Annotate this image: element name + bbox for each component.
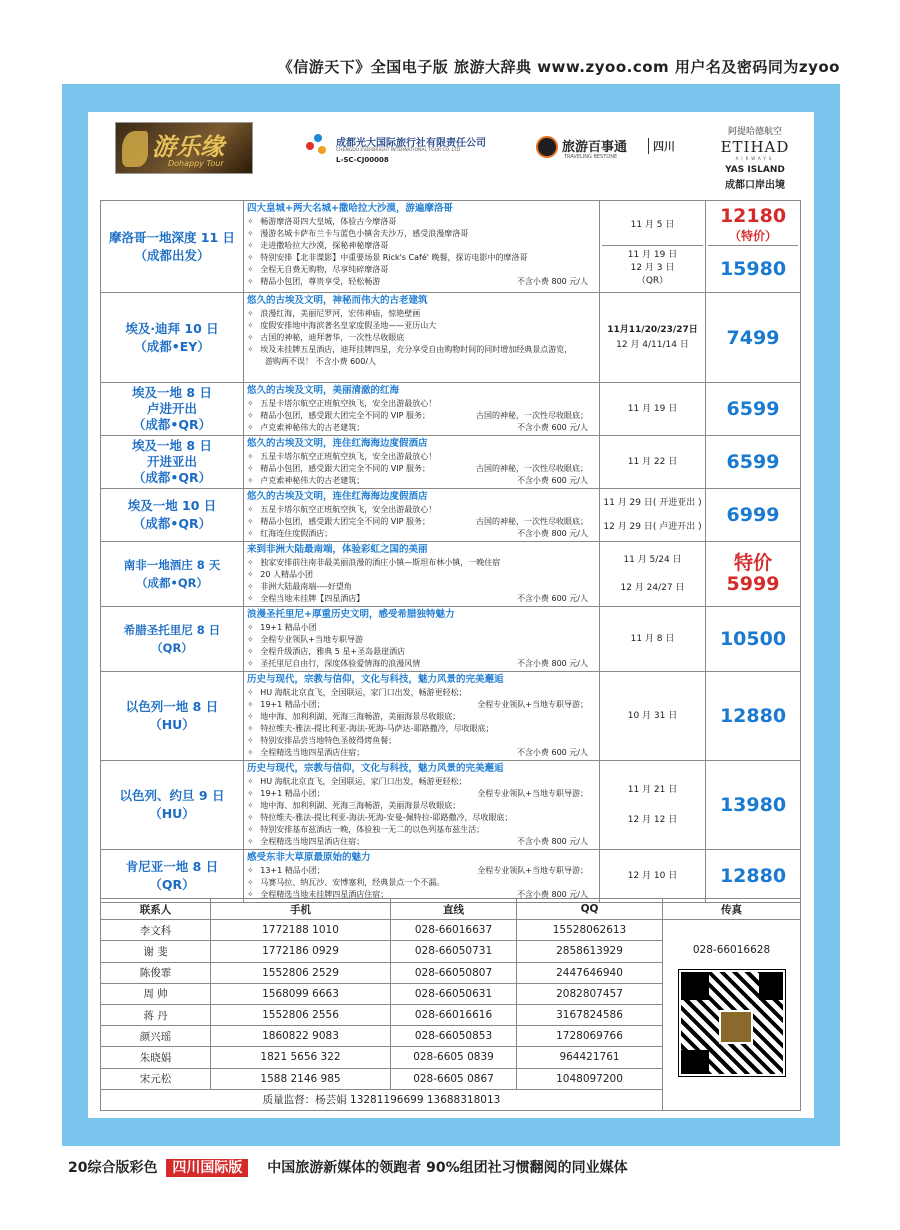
tour-price: 12880 bbox=[706, 850, 801, 903]
bestone-icon bbox=[536, 136, 558, 158]
contact-row: 蒋 丹 1552806 2556 028-66016616 3167824586 bbox=[101, 1004, 801, 1025]
tour-date: 11 月 21 日 bbox=[627, 785, 678, 795]
tour-bullet: ✧ 20 人精品小团 bbox=[247, 569, 596, 581]
tour-title: 来到非洲大陆最南端，体验彩虹之国的美丽 bbox=[247, 544, 428, 555]
tour-name: 埃及一地 10 日 bbox=[127, 498, 217, 513]
tour-bullet: 游购两不误！ 不含小费 600/人 bbox=[265, 357, 377, 366]
tour-origin: （HU） bbox=[149, 717, 195, 732]
tour-bullet: ✧ HU 海航北京直飞，全国联运，家门口出发，畅游更轻松； bbox=[247, 776, 596, 788]
tour-price: 15980 bbox=[719, 258, 787, 280]
tour-price: 6999 bbox=[706, 489, 801, 542]
tour-bullet: ✧ 度假安排地中海滨著名皇家度假圣地——亚历山大 bbox=[247, 320, 596, 332]
tour-price: 6599 bbox=[706, 383, 801, 436]
col-header: QQ bbox=[517, 899, 663, 920]
tour-date: 11 月 5/24 日 bbox=[623, 555, 682, 565]
tour-bullet: ✧ 独家安排前往南非最美丽浪漫的酒庄小镇—斯坦布林小镇，一晚住宿 bbox=[247, 557, 596, 569]
tour-bullet: ✧ 全程精选当地未挂牌四星酒店住宿； 不含小费 800 元/人 bbox=[247, 889, 596, 901]
contact-row: 周 帅 1568099 6663 028-66050631 2082807457 bbox=[101, 983, 801, 1004]
contact-row: 朱晓娟 1821 5656 322 028-6605 0839 964421761 bbox=[101, 1047, 801, 1068]
tour-price: 12880 bbox=[706, 672, 801, 761]
tour-title: 悠久的古埃及文明，神秘而伟大的古老建筑 bbox=[247, 295, 428, 306]
tour-origin: （HU） bbox=[149, 806, 195, 821]
tour-title: 悠久的古埃及文明，连住红海海边度假酒店 bbox=[247, 438, 428, 449]
tour-bullet: ✧ 全程无自费无购物，尽享纯碎摩洛哥 bbox=[247, 264, 596, 276]
tour-price: 6599 bbox=[706, 436, 801, 489]
everbright-icon bbox=[306, 134, 332, 158]
tour-bullet: ✧ 地中海、加利利湖、死海三海畅游，美丽海景尽收眼底； bbox=[247, 800, 596, 812]
tour-price: 7499 bbox=[706, 293, 801, 383]
tour-title: 浪漫圣托里尼+厚重历史文明，感受希腊独特魅力 bbox=[247, 609, 455, 620]
tour-name: 摩洛哥一地深度 11 日 bbox=[108, 229, 236, 245]
tour-bullet: ✧ 马赛马拉、纳瓦沙、安博塞利，经典景点一个不漏。 bbox=[247, 877, 596, 889]
contact-table bbox=[100, 898, 801, 1111]
tour-bullet: ✧ 精品小包团，尊贵享受，轻松畅游 不含小费 800 元/人 bbox=[247, 276, 596, 288]
youleyuan-logo: 游乐缘 Dohappy Tour bbox=[115, 122, 253, 174]
tour-date: 10 月 31 日 bbox=[627, 710, 678, 721]
tour-name: 以色列、约旦 9 日 bbox=[119, 788, 225, 803]
tour-origin: （成都•QR） bbox=[132, 516, 212, 531]
tour-price-note: 特价 bbox=[733, 552, 772, 574]
tour-row bbox=[101, 383, 801, 436]
tour-bullet: ✧ 全程升级酒店，雅典 5 星+圣岛悬崖酒店 bbox=[247, 646, 596, 658]
tour-bullet: ✧ 特别安排基布兹酒店一晚，体验独一无二的以色列基布兹生活； bbox=[247, 824, 596, 836]
tour-row bbox=[101, 201, 801, 293]
qr-code-icon bbox=[679, 970, 785, 1076]
col-header: 手机 bbox=[211, 899, 391, 920]
tour-name: 南非一地酒庄 8 天 bbox=[123, 558, 221, 572]
tour-date: 11 月 5 日 bbox=[630, 220, 675, 230]
tour-date: 11 月 8 日 bbox=[630, 633, 675, 644]
tour-bullet: ✧ 全程精选当地四星酒店住宿； 不含小费 600 元/人 bbox=[247, 747, 596, 759]
tour-row bbox=[101, 542, 801, 607]
tour-name: 埃及一地 8 日 bbox=[132, 385, 212, 400]
tour-bullet: ✧ 精品小包团，感受跟大团完全不同的 VIP 服务； 古国的神秘，一次性尽收眼底； bbox=[247, 410, 596, 422]
horse-icon bbox=[122, 131, 148, 167]
tour-bullet: ✧ 五星卡塔尔航空正班航空执飞，安全出游最放心！ bbox=[247, 504, 596, 516]
tour-bullet: ✧ 特别安排【北非谍影】中重要场景 Rick's Café' 晚餐，探访电影中的摩洛哥 bbox=[247, 252, 596, 264]
tour-route: 开进亚出 bbox=[146, 454, 197, 469]
tour-name: 希腊圣托里尼 8 日 bbox=[123, 623, 221, 637]
col-header: 联系人 bbox=[101, 899, 211, 920]
tour-bullet: ✧ 精品小包团，感受跟大团完全不同的 VIP 服务； 古国的神秘，一次性尽收眼底； bbox=[247, 516, 596, 528]
tour-bullet: ✧ 圣托里尼自由行，深度体验爱情海的浪漫风情 不含小费 800 元/人 bbox=[247, 658, 596, 670]
tour-bullet: ✧ 五星卡塔尔航空正班航空执飞，安全出游最放心！ bbox=[247, 398, 596, 410]
tour-row bbox=[101, 489, 801, 542]
tour-bullet: ✧ 全程精选当地四星酒店住宿； 不含小费 800 元/人 bbox=[247, 836, 596, 848]
tour-price-note: （特价） bbox=[728, 229, 777, 243]
tour-name: 以色列一地 8 日 bbox=[125, 699, 219, 714]
tour-bullet: ✧ 19+1 精品小团； 全程专业领队+当地专职导游； bbox=[247, 788, 596, 800]
tour-bullet: ✧ HU 海航北京直飞，全国联运，家门口出发，畅游更轻松； bbox=[247, 687, 596, 699]
tour-date: 12 月 12 日 bbox=[627, 815, 678, 825]
tour-bullet: ✧ 卢克索神秘伟大的古老建筑； 不含小费 600 元/人 bbox=[247, 422, 596, 434]
tour-bullet: ✧ 浪漫红海，美丽尼罗河，宏伟神庙，惊艳壁画 bbox=[247, 308, 596, 320]
contact-row: 颜兴瑶 1860822 9083 028-66050853 1728069766 bbox=[101, 1026, 801, 1047]
tour-title: 感受东非大草原最原始的魅力 bbox=[247, 852, 371, 863]
tour-row bbox=[101, 293, 801, 383]
col-header: 直线 bbox=[391, 899, 517, 920]
logo-bar bbox=[88, 112, 814, 200]
tour-bullet: ✧ 特拉维夫-雅法-提比利亚-海法-死海-马萨达-耶路撒冷，尽收眼底； bbox=[247, 723, 596, 735]
fax-cell bbox=[663, 920, 801, 1111]
tour-price: 13980 bbox=[706, 761, 801, 850]
tour-row bbox=[101, 672, 801, 761]
tour-date: 12 月 10 日 bbox=[627, 870, 678, 881]
tour-bullet: ✧ 漫游名城卡萨布兰卡与蓝色小镇舍夫沙万，感受浪漫摩洛哥 bbox=[247, 228, 596, 240]
tour-title: 悠久的古埃及文明，连住红海海边度假酒店 bbox=[247, 491, 428, 502]
footer-slogan: 中国旅游新媒体的领跑者 90%组团社习惯翻阅的同业媒体 bbox=[267, 1160, 628, 1176]
tour-table bbox=[100, 200, 801, 903]
tour-bullet: ✧ 卢克索神秘伟大的古老建筑； 不含小费 600 元/人 bbox=[247, 475, 596, 487]
tour-bullet: ✧ 全程专业领队+当地专职导游 bbox=[247, 634, 596, 646]
tour-title: 历史与现代，宗教与信仰，文化与科技，魅力风景的完美邂逅 bbox=[247, 674, 504, 685]
tour-bullet: ✧ 红海连住度假酒店； 不含小费 800 元/人 bbox=[247, 528, 596, 540]
tour-date: 11 月 19 日 bbox=[627, 403, 678, 414]
tour-date: 12 月 4/11/14 日 bbox=[616, 339, 689, 350]
tour-price: 10500 bbox=[706, 607, 801, 672]
contact-row: 李文科 1772188 1010 028-66016637 15528062613 028-66016628 bbox=[101, 920, 801, 941]
tour-date: （QR） bbox=[636, 276, 669, 286]
bestone-logo: 旅游百事通 TRAVELING BESTONE 四川 bbox=[536, 136, 676, 166]
etihad-logo: 阿提哈德航空 ETIHAD AIRWAYS YAS ISLAND 成都口岸出境 bbox=[720, 127, 790, 191]
page-header: 《信游天下》全国电子版 旅游大辞典 www.zyoo.com 用户名及密码同为zyoo bbox=[277, 58, 840, 76]
everbright-logo: 成都光大国际旅行社有限责任公司 CHENGDU EVERBRIGHT INTERNATIONAL TOUR CO.,LTD L-SC-CJ00008 bbox=[306, 132, 496, 168]
tour-price: 12180 bbox=[719, 205, 787, 227]
tour-name: 埃及·迪拜 10 日 bbox=[125, 320, 219, 336]
tour-date: 12 月 24/27 日 bbox=[620, 583, 685, 593]
tour-origin: （成都•QR） bbox=[132, 417, 212, 432]
tour-row bbox=[101, 850, 801, 903]
tour-bullet: ✧ 五星卡塔尔航空正班航空执飞，安全出游最放心！ bbox=[247, 451, 596, 463]
col-header: 传真 bbox=[663, 899, 801, 920]
tour-bullet: ✧ 19+1 精品小团 bbox=[247, 622, 596, 634]
tour-route: 卢进开出 bbox=[146, 401, 197, 416]
contact-row: 陈俊霏 1552806 2529 028-66050807 2447646940 bbox=[101, 962, 801, 983]
tour-bullet: ✧ 走进撒哈拉大沙漠，探秘神秘摩洛哥 bbox=[247, 240, 596, 252]
tour-origin: （QR） bbox=[149, 877, 195, 892]
contact-header-row bbox=[101, 899, 801, 920]
tour-name: 埃及一地 8 日 bbox=[132, 438, 212, 453]
tour-date: 11月11/20/23/27日 bbox=[607, 324, 698, 335]
tour-bullet: ✧ 古国的神秘，迪拜奢华，一次性尽收眼底 bbox=[247, 332, 596, 344]
tour-name: 肯尼亚一地 8 日 bbox=[125, 859, 219, 874]
tour-bullet: ✧ 特别安排品尝当地特色圣彼得烤鱼餐； bbox=[247, 735, 596, 747]
tour-bullet: ✧ 精品小包团，感受跟大团完全不同的 VIP 服务； 古国的神秘，一次性尽收眼底； bbox=[247, 463, 596, 475]
quality-supervisor: 质量监督：杨芸娟 13281196699 13688318013 bbox=[101, 1089, 663, 1110]
tour-price: 5999 bbox=[726, 573, 780, 595]
tour-bullet: ✧ 非洲大陆最南端----好望角 bbox=[247, 581, 596, 593]
tour-row bbox=[101, 607, 801, 672]
contact-row: 谢 斐 1772186 0929 028-66050731 2858613929 bbox=[101, 941, 801, 962]
page-number: 20综合版彩色 bbox=[68, 1160, 158, 1176]
tour-origin: （成都出发） bbox=[134, 247, 210, 263]
tour-origin: （成都•QR） bbox=[132, 470, 212, 485]
tour-date: 12 月 3 日 bbox=[630, 263, 675, 273]
tour-bullet: ✧ 地中海、加利利湖、死海三海畅游，美丽海景尽收眼底； bbox=[247, 711, 596, 723]
tour-origin: （成都•EY） bbox=[134, 338, 210, 354]
tour-row bbox=[101, 436, 801, 489]
tour-bullet: ✧ 埃及未挂牌五星酒店，迪拜挂牌四星，充分享受自由购物时间的同时增加经典景点游览， bbox=[247, 344, 596, 356]
tour-date: 12 月 29 日( 卢进开出 ) bbox=[603, 522, 702, 532]
tour-origin: （成都•QR） bbox=[136, 576, 208, 590]
tour-date: 11 月 29 日( 开进亚出 ) bbox=[603, 498, 702, 508]
fax-number: 028-66016628 bbox=[692, 944, 771, 957]
tour-title: 四大皇城+两大名城+撒哈拉大沙漠，游遍摩洛哥 bbox=[247, 203, 453, 214]
tour-date: 11 月 19 日 bbox=[627, 250, 678, 260]
contact-row: 宋元松 1588 2146 985 028-6605 0867 1048097200 bbox=[101, 1068, 801, 1089]
tour-bullet: ✧ 畅游摩洛哥四大皇城，体验古今摩洛哥 bbox=[247, 216, 596, 228]
tour-date: 11 月 22 日 bbox=[627, 456, 678, 467]
tour-title: 历史与现代，宗教与信仰，文化与科技，魅力风景的完美邂逅 bbox=[247, 763, 504, 774]
tour-origin: （QR） bbox=[151, 641, 193, 655]
tour-title: 悠久的古埃及文明，美丽清澈的红海 bbox=[247, 385, 400, 396]
tour-bullet: ✧ 13+1 精品小团； 全程专业领队+当地专职导游； bbox=[247, 865, 596, 877]
tour-bullet: ✧ 特拉维夫-雅法-提比利亚-海法-死海-安曼-佩特拉-耶路撒冷，尽收眼底； bbox=[247, 812, 596, 824]
page-footer bbox=[68, 1157, 628, 1177]
tour-row bbox=[101, 761, 801, 850]
edition-badge: 四川国际版 bbox=[166, 1159, 248, 1177]
tour-bullet: ✧ 全程当地未挂牌【四星酒店】 不含小费 600 元/人 bbox=[247, 593, 596, 605]
tour-bullet: ✧ 19+1 精品小团； 全程专业领队+当地专职导游； bbox=[247, 699, 596, 711]
